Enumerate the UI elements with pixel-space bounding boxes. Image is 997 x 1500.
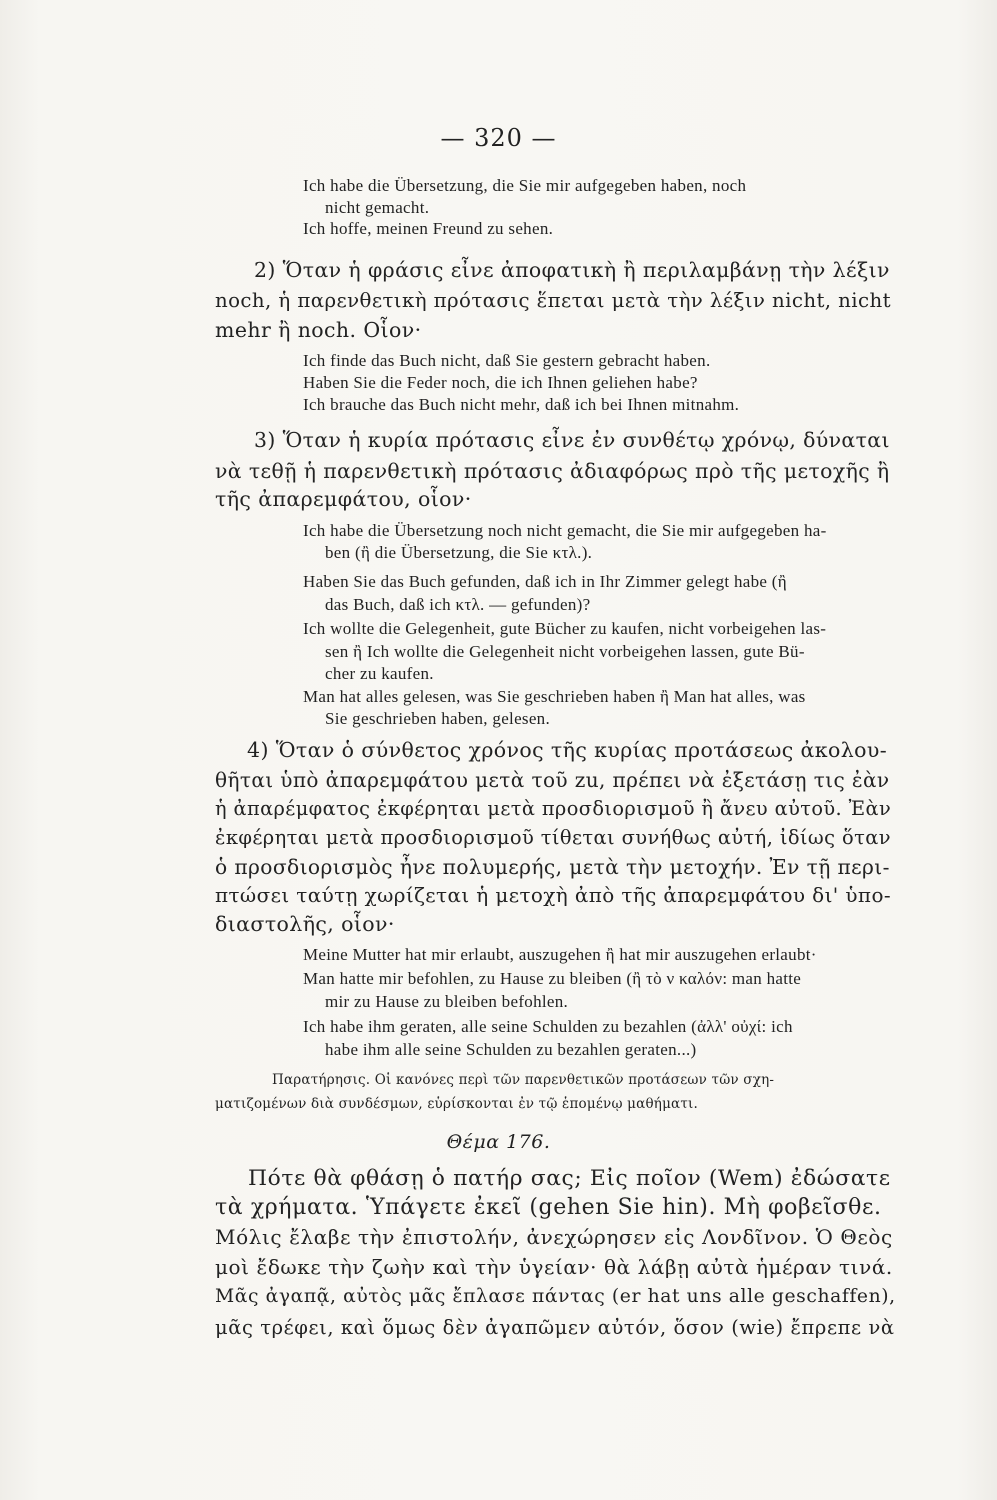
text-line: τὰ χρήματα. Ὑπάγετε ἐκεῖ (gehen Sie hin). Μὴ φοβεῖσθε.: [215, 1195, 882, 1220]
text-line: 4) Ὅταν ὁ σύνθετος χρόνος τῆς κυρίας προτάσεως ἀκολου-: [247, 738, 888, 762]
text-line: Ich habe die Übersetzung, die Sie mir aufgegeben haben, noch: [303, 176, 747, 195]
text-line: πτώσει ταύτῃ χωρίζεται ἡ μετοχὴ ἀπὸ τῆς ἀπαρεμφάτου δι' ὑπο-: [215, 883, 891, 907]
text-line: Μᾶς ἀγαπᾷ, αὐτὸς μᾶς ἔπλασε πάντας (er hat uns alle geschaffen),: [215, 1286, 896, 1307]
text-line: Μόλις ἔλαβε τὴν ἐπιστολήν, ἀνεχώρησεν εἰς Λονδῖνον. Ὁ Θεὸς: [215, 1225, 893, 1249]
text-line: ben (ἢ die Übersetzung, die Sie κτλ.).: [325, 543, 593, 562]
text-line: ἐκφέρηται μετὰ προσδιορισμοῦ τίθεται συνήθως αὐτή, ἰδίως ὅταν: [215, 826, 891, 849]
page-number: — 320 —: [440, 124, 557, 152]
text-line: Παρατήρησις. Οἱ κανόνες περὶ τῶν παρενθετικῶν προτάσεων τῶν σχη-: [272, 1072, 775, 1088]
text-line: μᾶς τρέφει, καὶ ὅμως δὲν ἀγαπῶμεν αὐτόν, ὅσον (wie) ἔπρεπε νὰ: [215, 1316, 895, 1339]
text-line: Man hat alles gelesen, was Sie geschrieben haben ἢ Man hat alles, was: [303, 687, 806, 706]
text-line: Ich finde das Buch nicht, daß Sie gestern gebracht haben.: [303, 351, 711, 370]
text-line: mir zu Hause zu bleiben befohlen.: [325, 992, 569, 1011]
text-line: μοὶ ἔδωκε τὴν ζωὴν καὶ τὴν ὑγείαν· θὰ λάβῃ αὐτὰ ἡμέραν τινά.: [215, 1255, 893, 1279]
text-line: Meine Mutter hat mir erlaubt, auszugehen ἢ hat mir auszugehen erlaubt·: [303, 945, 817, 964]
text-line: 2) Ὅταν ἡ φράσις εἶνε ἀποφατικὴ ἢ περιλαμβάνῃ τὴν λέξιν: [254, 258, 890, 282]
text-line: ὁ προσδιορισμὸς ἦνε πολυμερής, μετὰ τὴν μετοχήν. Ἐν τῇ περι-: [215, 855, 890, 879]
text-line: Ich habe die Übersetzung noch nicht gemacht, die Sie mir aufgegeben ha-: [303, 521, 827, 540]
text-line: Ich hoffe, meinen Freund zu sehen.: [303, 219, 554, 238]
text-line: Ich habe ihm geraten, alle seine Schulden zu bezahlen (ἀλλ' οὐχί: ich: [303, 1017, 793, 1036]
text-line: Ich wollte die Gelegenheit, gute Bücher zu kaufen, nicht vorbeigehen las-: [303, 619, 827, 638]
text-line: Sie geschrieben haben, gelesen.: [325, 709, 551, 728]
text-line: Man hatte mir befohlen, zu Hause zu bleiben (ἢ τὸ ν καλόν: man hatte: [303, 969, 802, 988]
text-line: Haben Sie die Feder noch, die ich Ihnen geliehen habe?: [303, 373, 698, 392]
text-line: das Buch, daß ich κτλ. — gefunden)?: [325, 595, 591, 614]
text-line: 3) Ὅταν ἡ κυρία πρότασις εἶνε ἐν συνθέτῳ χρόνῳ, δύναται: [254, 428, 890, 452]
text-line: noch, ἡ παρενθετικὴ πρότασις ἕπεται μετὰ τὴν λέξιν nicht, nicht: [215, 289, 891, 312]
text-line: habe ihm alle seine Schulden zu bezahlen geraten...): [325, 1040, 697, 1059]
text-line: Πότε θὰ φθάσῃ ὁ πατήρ σας; Εἰς ποῖον (Wem) ἐδώσατε: [248, 1166, 891, 1191]
text-line: διαστολῆς, οἷον·: [215, 912, 395, 936]
text-line: sen ἢ Ich wollte die Gelegenheit nicht vorbeigehen lassen, gute Bü-: [325, 642, 805, 661]
text-line: cher zu kaufen.: [325, 664, 434, 683]
text-line: mehr ἢ noch. Οἷον·: [215, 318, 422, 342]
text-line: Ich brauche das Buch nicht mehr, daß ich bei Ihnen mitnahm.: [303, 395, 740, 414]
text-line: nicht gemacht.: [325, 198, 430, 217]
text-line: θῆται ὑπὸ ἀπαρεμφάτου μετὰ τοῦ zu, πρέπει νὰ ἐξετάσῃ τις ἐὰν: [215, 768, 890, 792]
section-heading: Θέμα 176.: [446, 1131, 551, 1153]
text-line: Haben Sie das Buch gefunden, daß ich in Ihr Zimmer gelegt habe (ἢ: [303, 572, 787, 591]
text-line: ματιζομένων διὰ συνδέσμων, εὑρίσκονται ἐν τῷ ἑπομένῳ μαθήματι.: [215, 1096, 699, 1112]
text-line: τῆς ἀπαρεμφάτου, οἷον·: [215, 487, 472, 511]
text-line: νὰ τεθῇ ἡ παρενθετικὴ πρότασις ἀδιαφόρως πρὸ τῆς μετοχῆς ἢ: [215, 459, 890, 483]
text-line: ἡ ἀπαρέμφατος ἐκφέρηται μετὰ προσδιορισμοῦ ἢ ἄνευ αὐτοῦ. Ἐὰν: [215, 797, 892, 820]
